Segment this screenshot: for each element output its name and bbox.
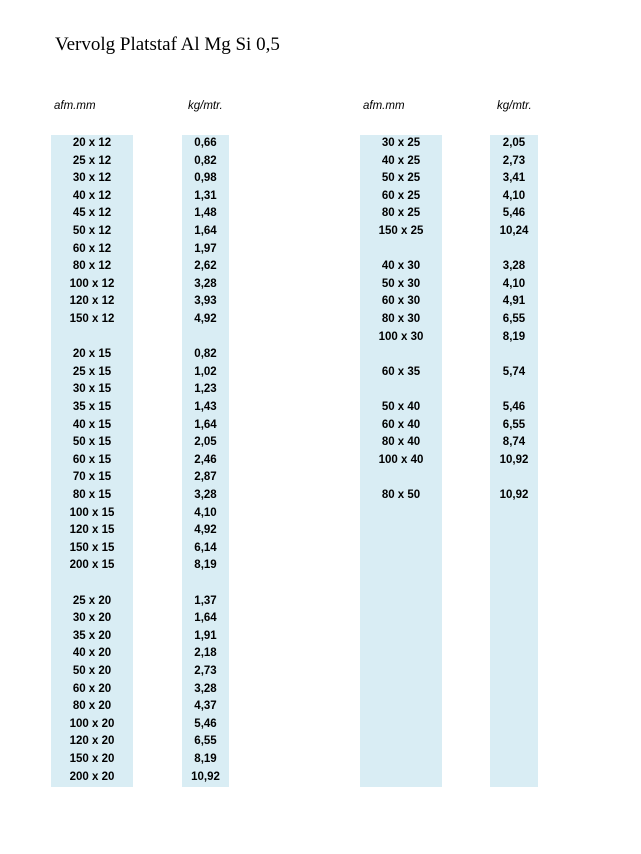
right-weight-cell: 8,19 (502, 330, 526, 343)
left-weight-cell: 8,19 (194, 753, 217, 765)
right-weight-cell: 10,24 (499, 225, 529, 237)
left-dimension-cell: 35 x 15 (72, 401, 112, 413)
right-dimension-cell: 60 x 35 (381, 365, 421, 378)
right-dimension-cell (360, 381, 442, 399)
right-weight-cell: 8,74 (502, 436, 526, 449)
left-weight-cell: 3,93 (194, 295, 217, 308)
left-dimension-cell: 35 x 20 (72, 629, 112, 642)
left-weight-cell: 1,37 (194, 594, 217, 607)
left-dimension-cell: 200 x 20 (69, 770, 115, 783)
left-weight-cell: 6,55 (194, 735, 217, 748)
left-weight-cell: 6,14 (194, 541, 217, 554)
left-dimension-cell: 25 x 15 (72, 365, 112, 378)
right-dimension-cell: 100 x 40 (378, 453, 424, 466)
left-weight-cell: 4,10 (194, 506, 217, 519)
left-dimension-cell: 45 x 12 (72, 207, 112, 220)
right-weight-cell: 2,73 (502, 154, 526, 167)
left-dimension-cell: 60 x 15 (72, 453, 112, 466)
left-dimension-cell: 30 x 20 (72, 612, 112, 625)
header-right-dimension: afm.mm (363, 100, 405, 112)
left-dimension-cell: 20 x 15 (72, 348, 112, 361)
header-right-weight: kg/mtr. (497, 100, 532, 112)
left-dimension-cell: 150 x 12 (69, 313, 115, 325)
left-weight-cell: 0,98 (194, 172, 217, 185)
left-dimension-cell: 200 x 15 (69, 559, 115, 572)
left-weight-cell: 8,19 (194, 559, 217, 572)
left-dimension-cell: 20 x 12 (72, 137, 112, 149)
left-dimension-cell: 80 x 12 (72, 260, 112, 273)
left-weight-cell: 3,28 (194, 489, 217, 501)
left-weight-cell: 5,46 (194, 717, 217, 730)
right-weight-cell: 5,46 (502, 207, 526, 220)
left-weight-cell: 3,28 (194, 277, 217, 290)
right-dimension-cell: 40 x 25 (381, 154, 421, 167)
right-dimension-cell: 60 x 40 (381, 418, 421, 431)
left-dimension-cell: 50 x 15 (72, 436, 112, 449)
left-weight-cell (182, 329, 229, 347)
header-left-weight: kg/mtr. (188, 100, 223, 112)
left-dimension-cell: 25 x 12 (72, 154, 112, 167)
right-weight-cell (490, 241, 538, 259)
page-title: Vervolg Platstaf Al Mg Si 0,5 (55, 34, 280, 55)
right-weight-cell: 3,41 (502, 172, 526, 185)
left-weight-cell: 1,64 (194, 225, 217, 237)
left-dimension-cell: 40 x 20 (72, 647, 112, 660)
left-weight-cell: 3,28 (194, 682, 217, 695)
left-weight-cell: 4,37 (194, 700, 217, 713)
right-dimension-cell (360, 241, 442, 259)
right-dimension-cell (360, 469, 442, 487)
right-weight-cell: 4,10 (502, 189, 526, 202)
left-weight-cell: 1,43 (194, 401, 217, 413)
left-weight-cell: 4,92 (194, 524, 217, 537)
left-dimension-cell (51, 575, 133, 593)
right-weight-cell: 6,55 (502, 418, 526, 431)
left-dimension-cell: 60 x 12 (72, 242, 112, 255)
right-dimension-cell: 50 x 40 (381, 401, 421, 413)
right-weight-cell (490, 381, 538, 399)
left-dimension-cell: 40 x 12 (72, 189, 112, 202)
left-weight-cell: 2,87 (194, 471, 217, 484)
left-dimension-cell: 80 x 15 (72, 489, 112, 501)
left-weight-cell: 0,82 (194, 348, 217, 361)
right-dimension-cell: 80 x 50 (381, 489, 421, 501)
left-dimension-cell: 150 x 20 (69, 753, 115, 765)
left-weight-cell: 10,92 (191, 770, 220, 783)
left-weight-cell: 1,23 (194, 383, 217, 396)
left-weight-cell: 0,66 (194, 137, 217, 149)
left-dimension-cell: 25 x 20 (72, 594, 112, 607)
left-dimension-cell: 40 x 15 (72, 418, 112, 431)
right-weight-cell (490, 469, 538, 487)
right-dimension-cell: 80 x 40 (381, 436, 421, 449)
left-weight-cell: 1,97 (194, 242, 217, 255)
left-weight-cell: 1,48 (194, 207, 217, 220)
left-dimension-cell: 120 x 15 (69, 524, 115, 537)
right-weight-cell: 3,28 (502, 260, 526, 273)
left-weight-cell: 1,64 (194, 612, 217, 625)
right-dimension-cell: 150 x 25 (378, 225, 424, 237)
left-dimension-cell: 30 x 12 (72, 172, 112, 185)
left-dimension-cell: 50 x 20 (72, 665, 112, 677)
right-weight-cell: 5,74 (502, 365, 526, 378)
right-dimension-cell: 50 x 25 (381, 172, 421, 185)
left-dimension-cell: 100 x 15 (69, 506, 115, 519)
right-weight-cell: 4,91 (502, 295, 526, 308)
right-weight-cell (490, 346, 538, 364)
left-dimension-cell: 100 x 12 (69, 277, 115, 290)
right-dimension-cell: 30 x 25 (381, 137, 421, 149)
left-dimension-cell: 120 x 20 (69, 735, 115, 748)
right-dimension-cell: 60 x 30 (381, 295, 421, 308)
left-dimension-cell: 80 x 20 (72, 700, 112, 713)
left-weight-cell: 2,05 (194, 436, 217, 449)
left-weight-cell: 1,02 (194, 365, 217, 378)
left-weight-cell: 2,46 (194, 453, 217, 466)
left-dimension-cell: 50 x 12 (72, 225, 112, 237)
right-weight-cell: 6,55 (502, 313, 526, 325)
right-dimension-cell: 60 x 25 (381, 189, 421, 202)
left-weight-cell: 2,18 (194, 647, 217, 660)
left-weight-cell: 4,92 (194, 313, 217, 325)
right-dimension-cell: 80 x 30 (381, 313, 421, 325)
right-dimension-cell (360, 346, 442, 364)
left-dimension-cell: 70 x 15 (72, 471, 112, 484)
left-dimension-cell: 60 x 20 (72, 682, 112, 695)
left-dimension-cell: 150 x 15 (69, 541, 115, 554)
right-weight-cell: 10,92 (499, 489, 529, 501)
left-weight-cell: 1,64 (194, 418, 217, 431)
right-dimension-cell: 100 x 30 (378, 330, 424, 343)
left-weight-cell: 1,31 (194, 189, 217, 202)
left-dimension-cell: 120 x 12 (69, 295, 115, 308)
left-weight-cell: 1,91 (194, 629, 217, 642)
left-weight-cell: 2,73 (194, 665, 217, 677)
right-dimension-cell: 50 x 30 (381, 277, 421, 290)
right-weight-cell: 5,46 (502, 401, 526, 413)
right-dimension-cell: 40 x 30 (381, 260, 421, 273)
right-weight-cell: 4,10 (502, 277, 526, 290)
right-weight-cell: 2,05 (502, 137, 526, 149)
left-dimension-cell (51, 329, 133, 347)
left-weight-cell (182, 575, 229, 593)
left-weight-cell: 2,62 (194, 260, 217, 273)
header-left-dimension: afm.mm (54, 100, 96, 112)
left-dimension-cell: 100 x 20 (69, 717, 115, 730)
right-weight-cell: 10,92 (499, 453, 529, 466)
left-weight-cell: 0,82 (194, 154, 217, 167)
left-dimension-cell: 30 x 15 (72, 383, 112, 396)
right-dimension-cell: 80 x 25 (381, 207, 421, 220)
